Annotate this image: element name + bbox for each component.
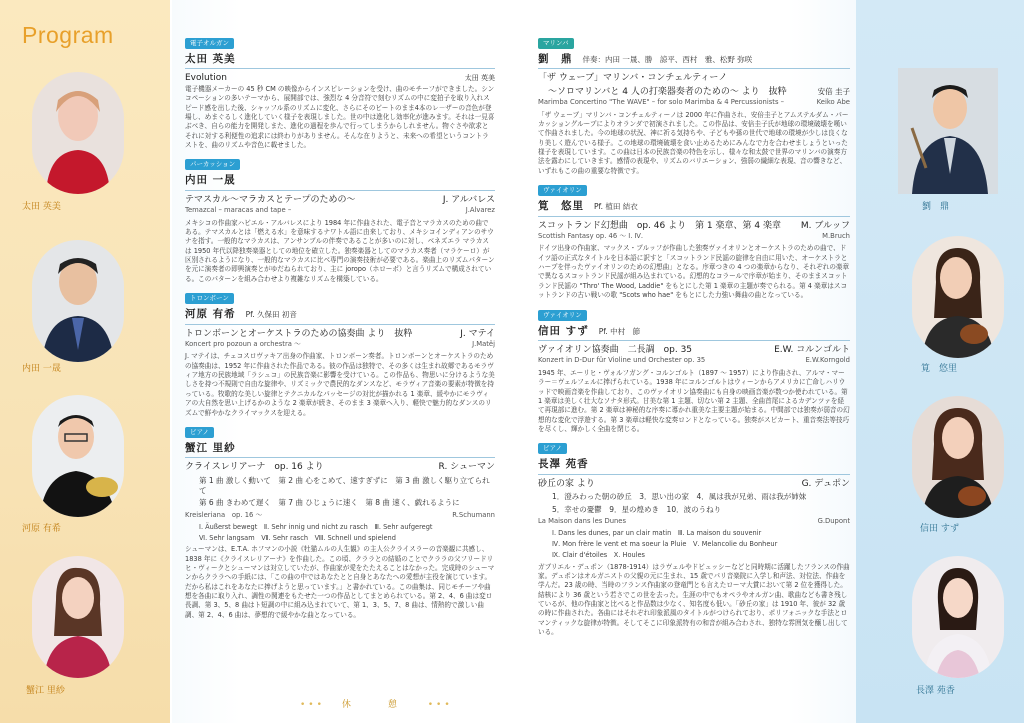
piece-section-violin-kakei bbox=[538, 185, 850, 300]
piece-composer: E.W. コルンゴルト bbox=[774, 345, 850, 355]
piece-description: ガブリエル・デュポン（1878‐1914）はラヴェルやドビュッシーなどと同時期に活躍したフランスの作曲家。デュポンはオルガニストの父親の元に生まれ、15 歳でパリ音楽院に入学し和声法、対位法、作曲を学んだ。23 歳の時、当時のフランス作曲家の登竜門とも言えたローマ大賞において第 2 位を獲得した。結核により 36 歳という若さでこの世を去った。生涯の中でもオペラやオルガン曲、歌曲なども書き残しているが、他の作曲家と比べると作品数は少なく、知名度も低い。「砂丘の家」は 1910 年、彼が 32 歳の時に作曲された。各曲にはそれぞれ印象派風のタイトルがつけられており、ポリフォニックな手法とロマンティックな旋律が特徴。そしてそこに印象派特有の和音が組み合わされ、独特な雰囲気を醸し出している。 bbox=[538, 562, 850, 637]
divider bbox=[538, 474, 850, 475]
intermission-dots-right: ••• bbox=[427, 700, 453, 710]
performer-photo-ota bbox=[32, 72, 124, 194]
piece-description: シューマンは、E.T.A. ホフマンの小説《牡猫ムルの人生観》の主人公クライスラーの音楽観に共感し、1838 年に《クライスレリアーナ》を作曲した。この頃、クララとの結婚のことでクララの父フリードリヒ・ヴィークとシューマンは対立していたが、作曲家が愛をたたえることはなかった。完成時のシューマンからクララへの手紙には、「この曲の中ではあなたとと自身とあなたへの愛想が主役を演じています。だから私はこれをあなたに捧げようと思っています。」と書かれている。この曲集は、同じモチーフや曲想を各曲に取り入れ、調性の関連をもたせた一つの作品としてまとめられている。第 2、4、6 曲は変ロ長調、第 3、5、8 曲はト短調の中に組み込まれていて、第 1、3、5、7、8 曲は、情熱的で激しい曲調、第 2、4、6 曲は、夢想的で緩やかな曲となっている。 bbox=[185, 545, 495, 619]
piece-composer-latin: G.Dupont bbox=[817, 516, 850, 525]
performer-heading: 筧 悠里 bbox=[538, 200, 584, 213]
piece-section-piano-kanie bbox=[185, 427, 495, 620]
divider bbox=[185, 68, 495, 69]
piece-section-trombone bbox=[185, 293, 495, 418]
movement-list-en: Ⅵ. Sehr langsam Ⅶ. Sehr rasch Ⅷ. Schnell und spielend bbox=[199, 534, 396, 543]
performer-photo-nagasawa bbox=[912, 556, 1004, 678]
piece-description: 「ザ ウェーブ」マリンバ・コンチェルティーノは 2000 年に作曲され、安倍圭子とアムステルダム・パーカッショングループによりオランダで初演されました。この作品は、安倍圭子氏が地球の環境破壊を嘆いて作曲されました。今の地球の状況、神に祈る気持ちや、子どもや孫の世代で地球の環境が少しは良くなり美しく遊んでいる様子。この地球の環境破壊を食い止めるためにみんなで力を合わせましょうといった様子を表現しています。この曲は日本の民族音楽の特色を示し、様々な和太鼓で世界のマリンバの演奏方法を露わにしていきます。感情の表現や、リズムのバリエーション、強弱の繊細な表現、音の響きなど、いずれもこの曲の重要な特徴です。 bbox=[538, 110, 849, 175]
divider bbox=[538, 68, 850, 69]
piece-description: J. マテイは、チェコスロヴァキア出身の作曲家、トロンボーン奏者。トロンボーンとオーケストラのための協奏曲は、1952 年に作曲された作品である。彼の作品は独特で、その多くは生まれ故郷であるモラヴィア地方の民族地域「ラシュコ」の民族音楽に影響を受けている。この作品も、物思いに分けるような美しさを持つ不規則で自由な旋律や、リズミックで農民的なダンスなど、モラヴィア音楽の要素が特徴を持っている。牧歌的な美しい旋律とテクニカルなパッセージの対比が描かれる 1 楽章、緩やかにモラヴィアの大自然を思い上げるかのような 2 楽章が続き、そのまま 3 楽章へ入り、軽快で魅力的なダンスのリズムで鮮やかなクライマックスを迎える。 bbox=[185, 352, 495, 417]
accompanist: Pf. 久保田 初音 bbox=[245, 310, 297, 320]
performer-photo-liu bbox=[898, 68, 998, 194]
instrument-badge: ヴァイオリン bbox=[538, 310, 587, 321]
movement-list-jp: 5．幸せの憂鬱 9．星の煌めき 10．波のうねり bbox=[552, 504, 722, 514]
piece-composer-latin: J.Alvarez bbox=[465, 206, 495, 215]
divider bbox=[185, 324, 495, 325]
performer-heading: 信田 すず bbox=[538, 324, 589, 337]
piece-composer-latin: J.Matěj bbox=[472, 339, 495, 348]
instrument-badge: 電子オルガン bbox=[185, 38, 234, 49]
performer-name-kakei: 筧 悠里 bbox=[921, 364, 958, 374]
performer-name-uchida: 内田 一晟 bbox=[22, 364, 61, 374]
program-column-left bbox=[185, 38, 495, 629]
piece-composer-latin: Keiko Abe bbox=[816, 98, 850, 107]
intermission-label bbox=[300, 697, 453, 710]
movement-list-jp: 第 1 曲 激しく動いて 第 2 曲 心をこめて、速すぎずに 第 3 曲 激しく駆り立てられて bbox=[199, 475, 490, 496]
piece-description: メキシコの作曲家ハビエル・アルバレスにより 1984 年に作曲された、電子音とマラカスのための曲である。テマスカルとは「燃える水」を意味するナワトル語に由来しており、メキシコインディアンのサウナを指す。一般的なマラカスは、アンサンブルの伴奏であることが多いのに対し、ベネズエラ マラカスは 1950 年代以降独奏楽器としての地位を確立した。独奏楽器としてのマラカス奏者（マラケーロ）が区別されるようになり、一般的なマラカスに比べ専門の演奏技術が必要である。楽曲上のリズムパターンを元に演奏者の即興演奏とがゆだねられており、主に joropo（ホローポ）と言うリズムで構成されている。このパターンを組み合わせより複雑なリズムを構築している。 bbox=[185, 218, 495, 283]
piece-composer: J. アルバレス bbox=[442, 194, 495, 205]
instrument-badge: マリンバ bbox=[538, 38, 574, 49]
piece-title: Evolution bbox=[185, 73, 227, 84]
movement-list-jp: 1．澄みわった朝の砂丘 3．思い出の家 4．風は我が兄弟、雨は我が姉妹 bbox=[552, 492, 807, 502]
piece-subtitle: Scottish Fantasy op. 46 ～ Ⅰ. Ⅳ. bbox=[538, 232, 644, 241]
performer-photo-kanie bbox=[32, 556, 124, 678]
piece-composer: M. ブルッフ bbox=[800, 220, 850, 231]
divider bbox=[185, 457, 495, 458]
performer-name-liu: 劉 鼎 bbox=[922, 202, 950, 212]
divider bbox=[185, 190, 495, 191]
piece-title: 「ザ ウェーブ」マリンバ・コンチェルティーノ bbox=[538, 73, 728, 84]
piece-description: 電子機器メーカーの 45 秒 CM の映像からインスピレーションを受け、曲のモチーフができました。シンコペーションの多いテーマから、展開部では、強烈な 4 分音符で刻むリズムの中に変拍子を取り入れスピード感を出した後、シャッフル系のリズムに変化、さらにそのビートのまま4本のレ－ザーの音色が登場し、めまぐるしく進化していく様子を表現しました。世の中は進化し効率化が進みます。それは一見喜ぶべき、自らの能力を開発しまた、進化の過程を歩んで行ってしまうからしれません。物ぐさや欲求とそれに対する利便性の追求には終わりがありません。そんな在りようと、未来への希望というコントラストを、曲のリズムや音色に載せました。 bbox=[185, 84, 495, 150]
performer-heading: 長澤 苑香 bbox=[538, 458, 589, 471]
piece-composer-latin: R.Schumann bbox=[452, 510, 495, 519]
piece-title: テマスカル～マラカスとテープのための～ bbox=[185, 194, 356, 205]
performer-heading: 内田 一晟 bbox=[185, 174, 236, 187]
piece-composer: 太田 英美 bbox=[464, 74, 495, 83]
piece-subtitle: Kreisleriana op. 16 ～ bbox=[185, 510, 263, 519]
performer-name-ota: 太田 英美 bbox=[22, 202, 61, 212]
piece-subtitle: Konzert in D-Dur für Violine und Orchester op. 35 bbox=[538, 356, 706, 365]
performer-heading: 劉 鼎 bbox=[538, 52, 573, 65]
performer-photo-uchida bbox=[32, 240, 124, 362]
piece-composer: G. デュポン bbox=[801, 478, 850, 489]
piece-subtitle: Marimba Concertino "The WAVE" – for solo Marimba & 4 Percussionists – bbox=[538, 98, 785, 107]
piece-title: クライスレリアーナ op. 16 より bbox=[185, 462, 324, 473]
performer-name-kawahara: 河原 有希 bbox=[22, 524, 61, 534]
instrument-badge: ヴァイオリン bbox=[538, 185, 587, 196]
piece-section-marimba bbox=[538, 38, 850, 176]
instrument-badge: ピアノ bbox=[538, 443, 567, 454]
divider bbox=[538, 216, 850, 217]
piece-section-percussion bbox=[185, 159, 495, 284]
piece-composer: 安倍 圭子 bbox=[817, 86, 850, 96]
performer-heading: 太田 英美 bbox=[185, 52, 236, 65]
piece-subtitle: La Maison dans les Dunes bbox=[538, 516, 627, 525]
piece-section-violin-shinoda bbox=[538, 310, 850, 435]
piece-composer-latin: M.Bruch bbox=[822, 232, 850, 241]
intermission-dots-left: ••• bbox=[300, 700, 325, 710]
divider bbox=[538, 340, 850, 341]
program-column-right bbox=[538, 38, 850, 646]
piece-title-line2: ～ソロマリンバと 4 人の打楽器奏者のための～ より 抜粋 bbox=[548, 86, 787, 97]
performer-photo-shinoda bbox=[912, 396, 1004, 518]
piece-description: 1945 年、エーリヒ・ヴォルフガング・コルンゴルト（1897 ～ 1957）により作曲され、アルマ・マーラー＝ヴェルフェルに捧げられている。1938 年にコルンゴルトはウィーンからアメリカに亡命しハリウッドで映画音楽を作曲しており、このヴァイオリン協奏曲にも自身の映画音楽が数つか使われている。第 1 楽章は美しく壮大なソナタ形式。甘美な第 1 主題、切ない第 2 主題、全曲首尾によるカデンツァを経て再現部に進む。第 2 楽章は神秘的な序奏に導かれ重美な主要主題が始まる。中間部では独奏が弱音の幻想的な変化で浮遊する。第 3 楽章は軽快な変奏ロンドとなっている。独奏がスピカート、重音奏法等技巧を尽くし、輝かしく全曲を閉じる。 bbox=[538, 368, 850, 433]
accompanist: Pf. 中村 節 bbox=[598, 326, 641, 336]
piece-section-piano-nagasawa bbox=[538, 443, 850, 637]
piece-description: ドイツ出身の作曲家、マックス・ブルッフが作曲した独奏ヴァイオリンとオーケストラのための曲で、ドイツ語の正式なタイトルを日本語に訳すと「スコットランド民謡の旋律を自由に用いた、オーケストラとハープを伴ったヴァイオリンのための幻想曲」となる。序章つきの 4 つの楽章からなり、それぞれの楽章で異なるスコットランド民謡が組み込まれている。幻想的なコラールで序章が始まり、そのままスコットランド民謡の "Thro' The Wood, Laddie" をもとにした第 1 楽章の主題が奏でられる。第 4 楽章はスコットランドの古い戦いの歌 "Scots who hae" をもとにした力強い舞曲の曲となっている。 bbox=[538, 244, 850, 300]
piece-title: ヴァイオリン協奏曲 二長調 op. 35 bbox=[538, 345, 693, 355]
instrument-badge: トロンボーン bbox=[185, 293, 234, 304]
performer-heading: 蟹江 里紗 bbox=[185, 441, 236, 454]
piece-title: 砂丘の家 より bbox=[538, 478, 595, 489]
intermission-text: 休 憩 bbox=[341, 700, 411, 710]
piece-title: スコットランド幻想曲 op. 46 より 第 1 楽章、第 4 楽章 bbox=[538, 220, 781, 231]
movement-list-en: Ⅰ. Äußerst bewegt Ⅱ. Sehr innig und nicht zu rasch Ⅲ. Sehr aufgeregt bbox=[199, 523, 433, 532]
performer-name-shinoda: 信田 すず bbox=[920, 524, 959, 534]
instrument-badge: ピアノ bbox=[185, 427, 214, 438]
instrument-badge: パーカッション bbox=[185, 159, 240, 170]
piece-composer: R. シューマン bbox=[438, 462, 495, 473]
piece-composer-latin: E.W.Korngold bbox=[805, 356, 850, 365]
movement-list-en: Ⅰ. Dans les dunes, par un clair matin Ⅲ. La maison du souvenir bbox=[552, 529, 762, 538]
piece-title: トロンボーンとオーケストラのための協奏曲 より 抜粋 bbox=[185, 328, 413, 339]
program-title: Program bbox=[22, 22, 114, 48]
movement-list-en: Ⅳ. Mon frère le vent et ma soeur la Pluie Ⅴ. Melancolie du Bonheur bbox=[552, 540, 778, 549]
piece-subtitle: Temazcal – maracas and tape – bbox=[185, 206, 292, 215]
performer-heading: 河原 有希 bbox=[185, 308, 236, 321]
piece-composer: J. マテイ bbox=[460, 328, 495, 339]
movement-list-jp: 第 6 曲 きわめて遅く 第 7 曲 ひじょうに速く 第 8 曲 速く、戯れるように bbox=[199, 498, 460, 508]
piece-subtitle: Koncert pro pozoun a orchestra ～ bbox=[185, 339, 301, 348]
accompanist: Pf. 植田 結衣 bbox=[594, 202, 638, 212]
performer-photo-kakei bbox=[912, 236, 1004, 358]
accompanist: 伴奏：内田 一晟、勝 諒平、西村 雅、松野 弥咲 bbox=[582, 54, 753, 64]
performer-name-nagasawa: 長澤 苑香 bbox=[916, 686, 955, 696]
movement-list-en: Ⅸ. Clair d'étoiles Ⅹ. Houles bbox=[552, 551, 645, 560]
performer-photo-kawahara bbox=[32, 395, 124, 517]
piece-section-organ bbox=[185, 38, 495, 150]
performer-name-kanie: 蟹江 里紗 bbox=[26, 686, 65, 696]
